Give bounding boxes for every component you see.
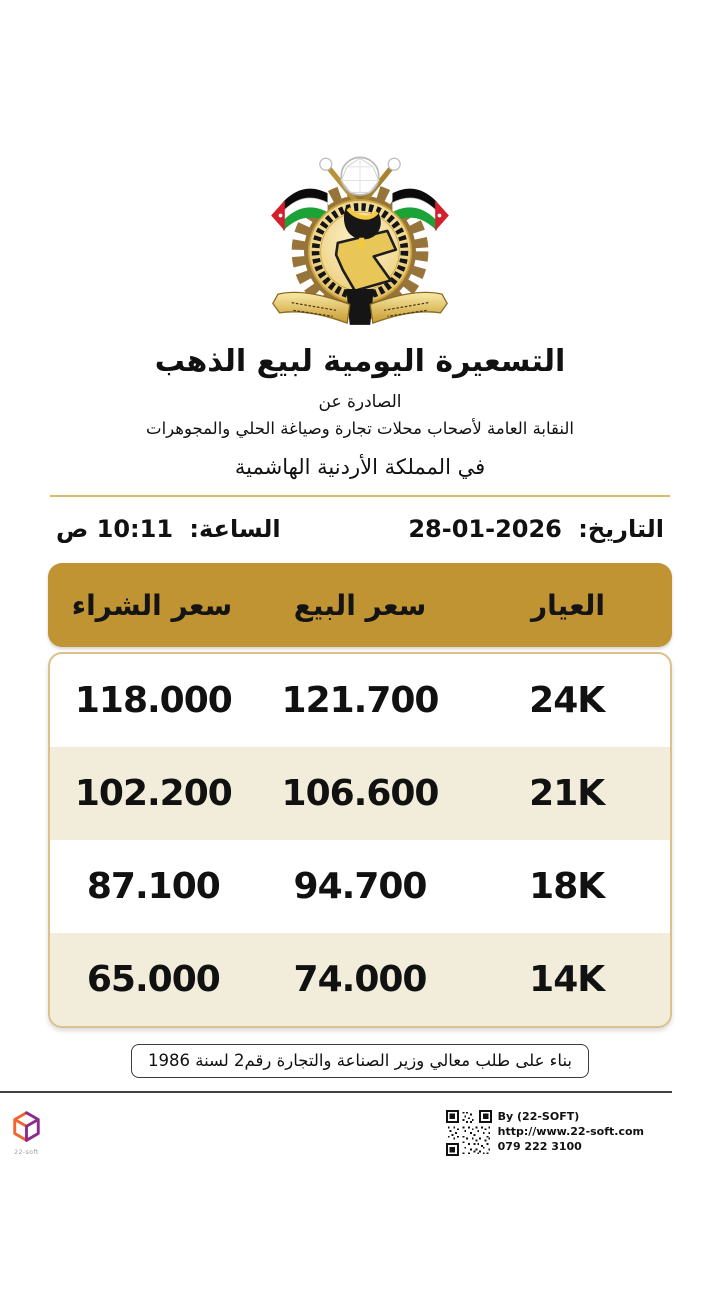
emblem-container (48, 142, 672, 339)
time-value: 10:11 ص (56, 515, 174, 544)
qr-code-icon (446, 1110, 492, 1156)
software-vendor-logo (10, 1110, 43, 1156)
table-row (50, 747, 670, 840)
gold-divider (50, 495, 670, 497)
table-row (50, 933, 670, 1026)
price-table-header (48, 563, 672, 647)
credit-lines (498, 1110, 644, 1156)
table-row (50, 840, 670, 933)
buy-price-cell: 102.200 (74, 773, 232, 815)
issued-by-line: الصادرة عن (318, 392, 402, 413)
note-row (48, 1044, 672, 1078)
footer (0, 1101, 672, 1156)
column-header-sell: سعر البيع (293, 588, 427, 622)
credit-phone: 079 222 3100 (497, 1139, 582, 1153)
organization-line: النقابة العامة لأصحاب محلات تجارة وصياغة الحلي والمجوهرات (146, 419, 574, 439)
karat-cell: 24K (529, 680, 605, 722)
table-row (50, 654, 670, 747)
credit-website: http://www.22-soft.com (497, 1125, 644, 1139)
time-label: الساعة: (189, 515, 281, 544)
credit-by: By (22-SOFT) (497, 1110, 580, 1124)
time-group (56, 515, 281, 543)
buy-price-cell: 87.100 (86, 866, 220, 908)
credit-block (446, 1110, 644, 1156)
cube-logo-icon (10, 1110, 43, 1148)
country-line: في المملكة الأردنية الهاشمية (234, 454, 486, 479)
datetime-row (48, 515, 672, 543)
karat-cell: 18K (529, 866, 605, 908)
sell-price-cell: 121.700 (281, 680, 439, 722)
syndicate-emblem (266, 142, 454, 339)
buy-price-cell: 118.000 (74, 680, 232, 722)
ministerial-note: بناء على طلب معالي وزير الصناعة والتجارة رقم2 لسنة 1986 (131, 1044, 589, 1078)
buy-price-cell: 65.000 (86, 959, 220, 1001)
column-header-karat: العيار (531, 588, 605, 622)
diamond-icon (341, 157, 379, 195)
date-label: التاريخ: (578, 515, 664, 544)
footer-divider (0, 1091, 672, 1093)
date-value: 28-01-2026 (408, 515, 562, 544)
ribbon-banner-icon (273, 289, 447, 325)
sell-price-cell: 74.000 (293, 959, 427, 1001)
date-group (408, 515, 664, 543)
sell-price-cell: 106.600 (281, 773, 439, 815)
page-title: التسعيرة اليومية لبيع الذهب (154, 343, 566, 379)
price-table-body (48, 652, 672, 1028)
karat-cell: 14K (529, 959, 605, 1001)
logo-caption: 22-soft (14, 1149, 39, 1157)
karat-cell: 21K (529, 773, 605, 815)
sell-price-cell: 94.700 (293, 866, 427, 908)
column-header-buy: سعر الشراء (71, 588, 233, 622)
